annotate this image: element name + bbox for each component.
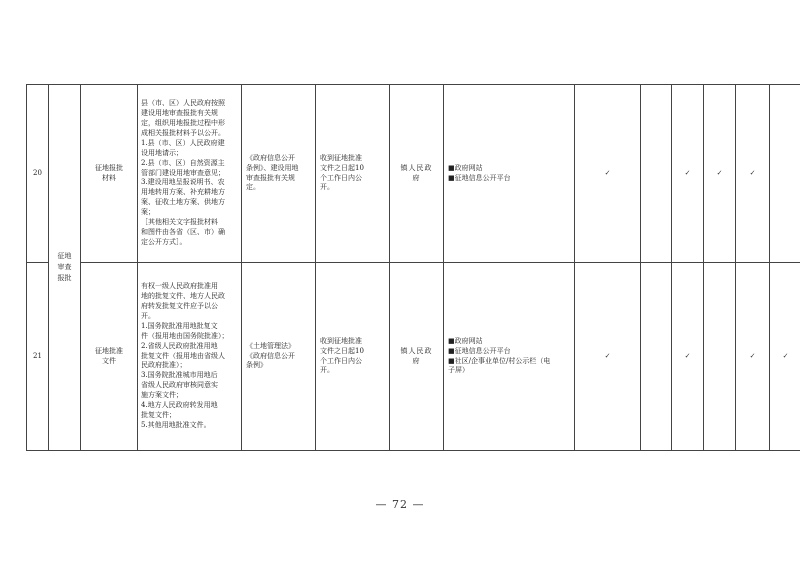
item-cell	[81, 85, 138, 263]
subject-text: 镇人民政 府	[400, 346, 433, 365]
content-cell	[138, 85, 242, 263]
content-line: 批复文件（报用地由省级人	[141, 351, 225, 360]
group-label-cell	[49, 85, 81, 451]
content-line: 开。	[141, 311, 155, 320]
content-line: 2.县（市、区）自然资源主	[141, 158, 225, 167]
content-line: 地的批复文件、地方人民政	[141, 291, 225, 300]
timing-cell	[316, 263, 390, 451]
row-number: 21	[27, 263, 49, 451]
basis-text: 《政府信息公开 条例》、建设用地 审查报批有关规 定。	[246, 153, 299, 192]
content-line: 建设用地审查报批有关规	[141, 108, 218, 117]
content-line: 3.国务院批准城市用地后	[141, 371, 218, 380]
item-name: 征地报批 材料	[95, 163, 123, 182]
subject-cell	[390, 263, 444, 451]
content-line: 定公开方式］。	[141, 238, 187, 247]
check-cell	[641, 263, 672, 451]
timing-text: 收到征地批准 文件之日起10 个工作日内公 开。	[320, 153, 364, 192]
table-row	[27, 85, 800, 263]
page-number: — 72 —	[375, 498, 425, 511]
timing-text: 收到征地批准 文件之日起10 个工作日内公 开。	[320, 336, 364, 375]
check-cell: ✓	[704, 85, 736, 263]
content-line: 案；	[141, 208, 155, 217]
content-cell	[138, 263, 242, 451]
content-line: 案、征收土地方案、供地方	[141, 198, 225, 207]
subject-text: 镇人民政 府	[400, 163, 433, 182]
check-cell	[641, 85, 672, 263]
channel-item: ■社区/企事业单位/村公示栏（电	[448, 356, 551, 365]
content-line: 县（市、区）人民政府按照	[141, 98, 225, 107]
check-cell: ✓	[672, 85, 704, 263]
content-line: 定，组织用地报批过程中形	[141, 118, 225, 127]
content-line: 民政府批准）；	[141, 361, 187, 370]
group-label-line: 征地	[57, 251, 72, 260]
channel-item: ■政府网站	[448, 336, 483, 345]
check-cell: ✓	[736, 85, 770, 263]
content-line: 省级人民政府审核同意实	[141, 381, 218, 390]
table-row	[27, 263, 800, 451]
basis-cell	[242, 263, 316, 451]
content-line: 施方案文件；	[141, 391, 183, 400]
check-cell: ✓	[575, 263, 641, 451]
check-cell	[770, 85, 800, 263]
content-line: 5.其他用地批准文件。	[141, 421, 211, 430]
content-line: 3.建设用地呈报说明书、农	[141, 178, 225, 187]
channel-item: ■征地信息公开平台	[448, 346, 511, 355]
check-cell: ✓	[770, 263, 800, 451]
channels-cell	[444, 85, 575, 263]
channels-cell	[444, 263, 575, 451]
content-line: 件（报用地由国务院批准）；	[141, 331, 229, 340]
row-number: 20	[27, 85, 49, 263]
content-line: 有权一级人民政府批准用	[141, 281, 218, 290]
group-label-line: 审查	[57, 262, 72, 271]
item-name: 征地批准 文件	[95, 346, 123, 365]
content-line: 1.县（市、区）人民政府建	[141, 138, 225, 147]
content-line: 成相关报批材料予以公开。	[141, 128, 225, 137]
content-line: 批复文件；	[141, 411, 176, 420]
content-line: 管部门建设用地审查意见；	[141, 168, 225, 177]
content-line: 1.国务院批准用地批复文	[141, 321, 218, 330]
content-line: 和图件由各省（区、市）确	[141, 228, 225, 237]
content-line: 用地转用方案、补充耕地方	[141, 188, 225, 197]
channel-item: 子屏）	[448, 366, 469, 375]
basis-text: 《土地管理法》 《政府信息公开 条例》	[246, 341, 295, 370]
content-line: 设用地请示；	[141, 148, 183, 157]
channel-item: ■征地信息公开平台	[448, 173, 511, 182]
check-cell: ✓	[672, 263, 704, 451]
group-label-line: 报批	[57, 274, 72, 283]
content-line: ［其他相关文字报批材料	[141, 218, 218, 227]
subject-cell	[390, 85, 444, 263]
item-cell	[81, 263, 138, 451]
content-line: 府转发批复文件应予以公	[141, 301, 218, 310]
timing-cell	[316, 85, 390, 263]
disclosure-table	[26, 84, 800, 451]
content-line: 2.省级人民政府批准用地	[141, 341, 218, 350]
check-cell: ✓	[736, 263, 770, 451]
content-line: 4.地方人民政府转发用地	[141, 401, 218, 410]
check-cell: ✓	[575, 85, 641, 263]
check-cell	[704, 263, 736, 451]
basis-cell	[242, 85, 316, 263]
channel-item: ■政府网站	[448, 163, 483, 172]
